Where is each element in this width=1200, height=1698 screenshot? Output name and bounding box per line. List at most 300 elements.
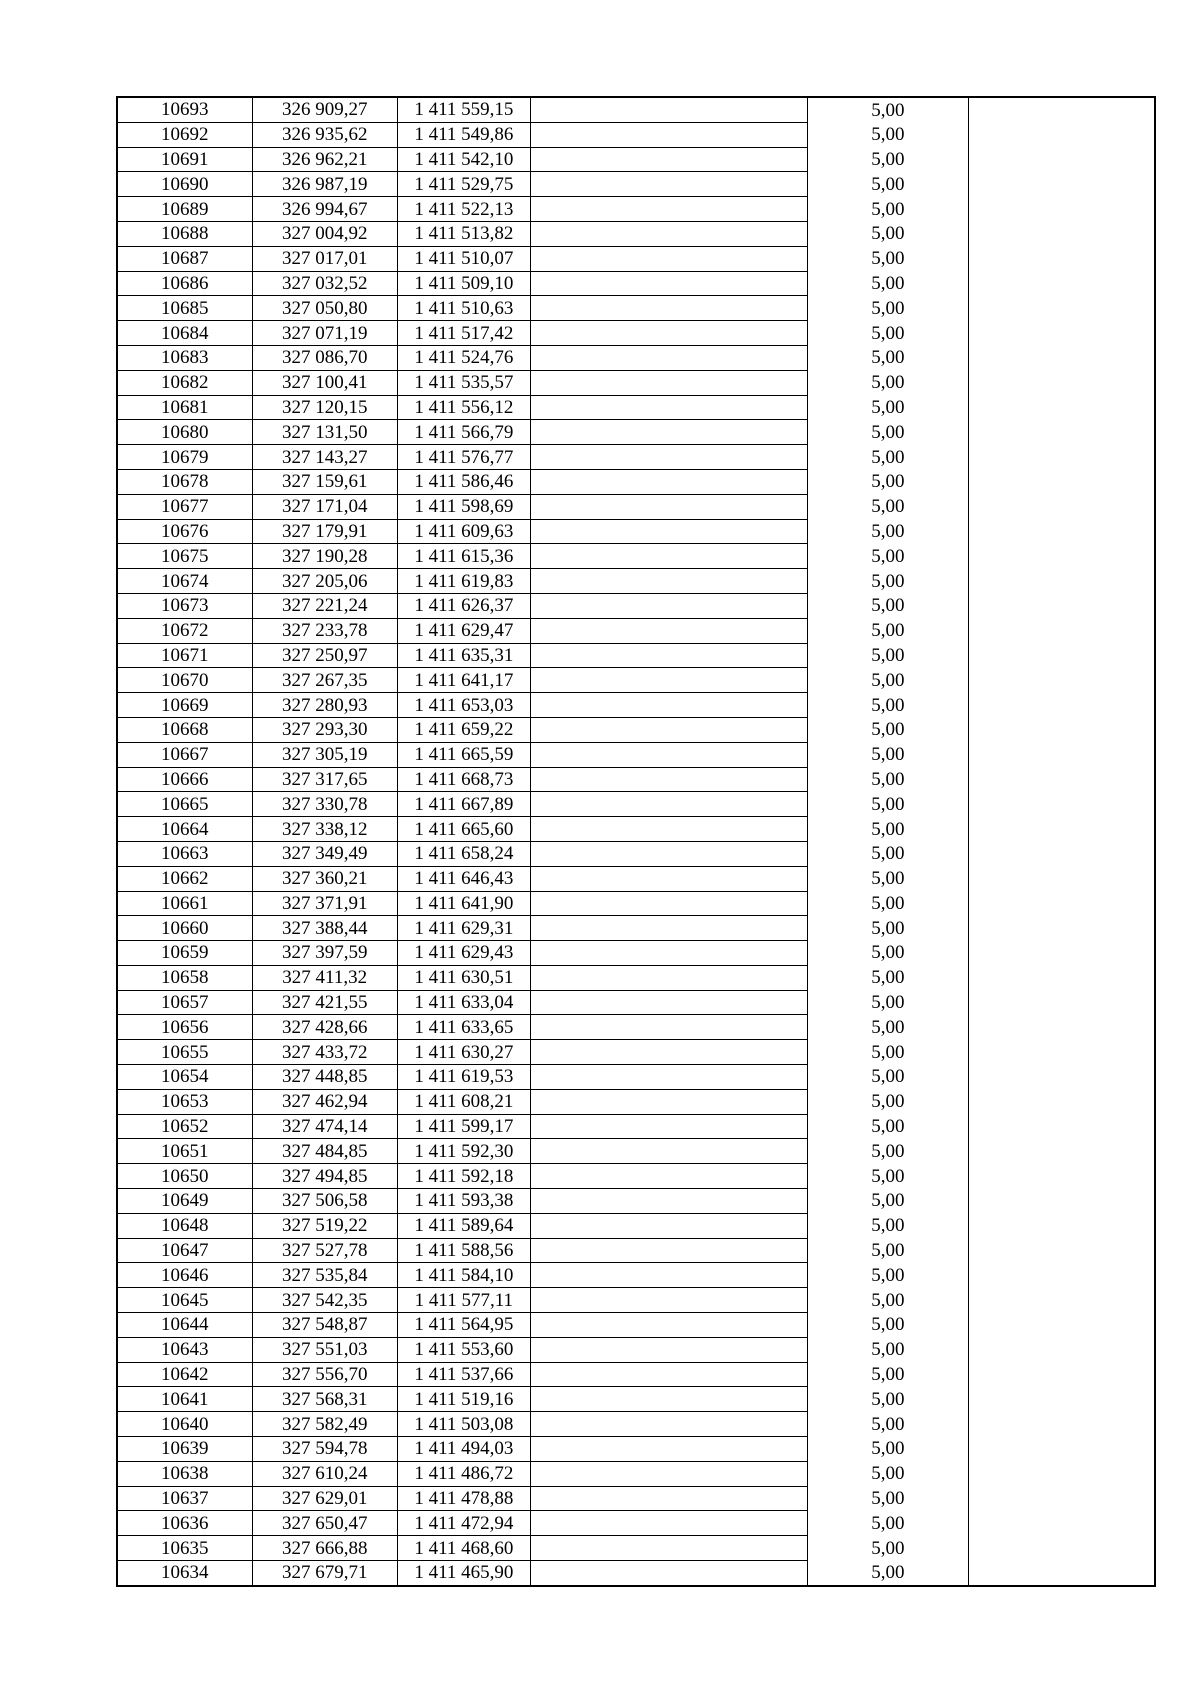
coordinates-table-body: [117, 97, 1155, 1586]
empty-cell: [530, 147, 807, 172]
point-number-cell: 10660: [117, 916, 252, 941]
table-row: [117, 1511, 1155, 1536]
empty-cell: [968, 271, 1155, 296]
empty-cell: [968, 296, 1155, 321]
value-cell: 5,00: [808, 519, 968, 544]
empty-cell: [968, 494, 1155, 519]
value-cell: 5,00: [808, 420, 968, 445]
y-coordinate-cell: 1 411 665,59: [397, 742, 530, 767]
table-row: [117, 593, 1155, 618]
empty-cell: [530, 1511, 807, 1536]
y-coordinate-cell: 1 411 646,43: [397, 866, 530, 891]
x-coordinate-cell: 327 506,58: [252, 1189, 397, 1214]
value-cell: 5,00: [808, 593, 968, 618]
value-cell: 5,00: [808, 1263, 968, 1288]
x-coordinate-cell: 326 987,19: [252, 172, 397, 197]
value-cell: 5,00: [808, 469, 968, 494]
empty-cell: [968, 742, 1155, 767]
empty-cell: [968, 841, 1155, 866]
x-coordinate-cell: 327 131,50: [252, 420, 397, 445]
x-coordinate-cell: 327 542,35: [252, 1288, 397, 1313]
table-row: [117, 395, 1155, 420]
y-coordinate-cell: 1 411 665,60: [397, 817, 530, 842]
empty-cell: [968, 1412, 1155, 1437]
empty-cell: [968, 1139, 1155, 1164]
value-cell: 5,00: [808, 1313, 968, 1338]
empty-cell: [968, 1511, 1155, 1536]
empty-cell: [968, 1213, 1155, 1238]
x-coordinate-cell: 327 086,70: [252, 345, 397, 370]
x-coordinate-cell: 327 221,24: [252, 593, 397, 618]
table-row: [117, 494, 1155, 519]
x-coordinate-cell: 327 233,78: [252, 618, 397, 643]
y-coordinate-cell: 1 411 635,31: [397, 643, 530, 668]
empty-cell: [530, 345, 807, 370]
value-cell: 5,00: [808, 494, 968, 519]
empty-cell: [968, 866, 1155, 891]
x-coordinate-cell: 327 120,15: [252, 395, 397, 420]
point-number-cell: 10639: [117, 1437, 252, 1462]
value-cell: 5,00: [808, 1511, 968, 1536]
empty-cell: [530, 891, 807, 916]
value-cell: 5,00: [808, 246, 968, 271]
point-number-cell: 10640: [117, 1412, 252, 1437]
empty-cell: [530, 197, 807, 222]
table-row: [117, 569, 1155, 594]
x-coordinate-cell: 327 433,72: [252, 1040, 397, 1065]
value-cell: 5,00: [808, 1164, 968, 1189]
empty-cell: [530, 1412, 807, 1437]
empty-cell: [968, 221, 1155, 246]
x-coordinate-cell: 327 582,49: [252, 1412, 397, 1437]
value-cell: 5,00: [808, 445, 968, 470]
point-number-cell: 10687: [117, 246, 252, 271]
point-number-cell: 10657: [117, 990, 252, 1015]
x-coordinate-cell: 327 032,52: [252, 271, 397, 296]
value-cell: 5,00: [808, 147, 968, 172]
y-coordinate-cell: 1 411 630,27: [397, 1040, 530, 1065]
x-coordinate-cell: 327 519,22: [252, 1213, 397, 1238]
value-cell: 5,00: [808, 1114, 968, 1139]
point-number-cell: 10673: [117, 593, 252, 618]
x-coordinate-cell: 327 004,92: [252, 221, 397, 246]
empty-cell: [968, 1337, 1155, 1362]
x-coordinate-cell: 327 250,97: [252, 643, 397, 668]
table-row: [117, 1437, 1155, 1462]
point-number-cell: 10641: [117, 1387, 252, 1412]
empty-cell: [968, 693, 1155, 718]
table-row: [117, 965, 1155, 990]
empty-cell: [968, 717, 1155, 742]
point-number-cell: 10669: [117, 693, 252, 718]
empty-cell: [968, 321, 1155, 346]
empty-cell: [530, 1536, 807, 1561]
table-row: [117, 1238, 1155, 1263]
value-cell: 5,00: [808, 221, 968, 246]
x-coordinate-cell: 327 556,70: [252, 1362, 397, 1387]
empty-cell: [968, 668, 1155, 693]
value-cell: 5,00: [808, 1040, 968, 1065]
value-cell: 5,00: [808, 965, 968, 990]
point-number-cell: 10647: [117, 1238, 252, 1263]
x-coordinate-cell: 327 159,61: [252, 469, 397, 494]
y-coordinate-cell: 1 411 668,73: [397, 767, 530, 792]
x-coordinate-cell: 327 610,24: [252, 1461, 397, 1486]
y-coordinate-cell: 1 411 553,60: [397, 1337, 530, 1362]
value-cell: 5,00: [808, 717, 968, 742]
empty-cell: [530, 1065, 807, 1090]
table-row: [117, 147, 1155, 172]
value-cell: 5,00: [808, 891, 968, 916]
x-coordinate-cell: 327 679,71: [252, 1561, 397, 1586]
point-number-cell: 10637: [117, 1486, 252, 1511]
empty-cell: [530, 246, 807, 271]
point-number-cell: 10653: [117, 1089, 252, 1114]
empty-cell: [530, 1213, 807, 1238]
point-number-cell: 10642: [117, 1362, 252, 1387]
y-coordinate-cell: 1 411 522,13: [397, 197, 530, 222]
empty-cell: [968, 370, 1155, 395]
value-cell: 5,00: [808, 345, 968, 370]
y-coordinate-cell: 1 411 486,72: [397, 1461, 530, 1486]
empty-cell: [968, 1561, 1155, 1586]
empty-cell: [968, 445, 1155, 470]
empty-cell: [968, 1486, 1155, 1511]
y-coordinate-cell: 1 411 653,03: [397, 693, 530, 718]
table-row: [117, 1189, 1155, 1214]
empty-cell: [530, 1288, 807, 1313]
value-cell: 5,00: [808, 271, 968, 296]
y-coordinate-cell: 1 411 478,88: [397, 1486, 530, 1511]
empty-cell: [968, 1437, 1155, 1462]
empty-cell: [530, 271, 807, 296]
y-coordinate-cell: 1 411 503,08: [397, 1412, 530, 1437]
point-number-cell: 10643: [117, 1337, 252, 1362]
empty-cell: [530, 1114, 807, 1139]
value-cell: 5,00: [808, 370, 968, 395]
value-cell: 5,00: [808, 941, 968, 966]
y-coordinate-cell: 1 411 517,42: [397, 321, 530, 346]
empty-cell: [968, 643, 1155, 668]
x-coordinate-cell: 326 962,21: [252, 147, 397, 172]
point-number-cell: 10674: [117, 569, 252, 594]
point-number-cell: 10667: [117, 742, 252, 767]
empty-cell: [530, 172, 807, 197]
point-number-cell: 10645: [117, 1288, 252, 1313]
y-coordinate-cell: 1 411 608,21: [397, 1089, 530, 1114]
x-coordinate-cell: 327 428,66: [252, 1015, 397, 1040]
y-coordinate-cell: 1 411 667,89: [397, 792, 530, 817]
y-coordinate-cell: 1 411 659,22: [397, 717, 530, 742]
value-cell: 5,00: [808, 197, 968, 222]
value-cell: 5,00: [808, 1561, 968, 1586]
point-number-cell: 10646: [117, 1263, 252, 1288]
y-coordinate-cell: 1 411 598,69: [397, 494, 530, 519]
empty-cell: [530, 717, 807, 742]
y-coordinate-cell: 1 411 510,07: [397, 246, 530, 271]
empty-cell: [530, 593, 807, 618]
x-coordinate-cell: 327 330,78: [252, 792, 397, 817]
y-coordinate-cell: 1 411 564,95: [397, 1313, 530, 1338]
y-coordinate-cell: 1 411 535,57: [397, 370, 530, 395]
empty-cell: [968, 469, 1155, 494]
table-row: [117, 1461, 1155, 1486]
point-number-cell: 10691: [117, 147, 252, 172]
empty-cell: [530, 1387, 807, 1412]
x-coordinate-cell: 327 293,30: [252, 717, 397, 742]
value-cell: 5,00: [808, 296, 968, 321]
empty-cell: [968, 569, 1155, 594]
x-coordinate-cell: 327 474,14: [252, 1114, 397, 1139]
empty-cell: [530, 1015, 807, 1040]
table-row: [117, 296, 1155, 321]
point-number-cell: 10686: [117, 271, 252, 296]
x-coordinate-cell: 327 527,78: [252, 1238, 397, 1263]
table-row: [117, 1040, 1155, 1065]
y-coordinate-cell: 1 411 513,82: [397, 221, 530, 246]
table-row: [117, 1362, 1155, 1387]
y-coordinate-cell: 1 411 577,11: [397, 1288, 530, 1313]
empty-cell: [968, 1089, 1155, 1114]
point-number-cell: 10690: [117, 172, 252, 197]
empty-cell: [530, 469, 807, 494]
empty-cell: [968, 1015, 1155, 1040]
value-cell: 5,00: [808, 122, 968, 147]
y-coordinate-cell: 1 411 619,83: [397, 569, 530, 594]
table-row: [117, 445, 1155, 470]
point-number-cell: 10635: [117, 1536, 252, 1561]
value-cell: 5,00: [808, 1387, 968, 1412]
value-cell: 5,00: [808, 841, 968, 866]
empty-cell: [530, 519, 807, 544]
empty-cell: [968, 1065, 1155, 1090]
point-number-cell: 10678: [117, 469, 252, 494]
table-row: [117, 469, 1155, 494]
point-number-cell: 10676: [117, 519, 252, 544]
y-coordinate-cell: 1 411 584,10: [397, 1263, 530, 1288]
point-number-cell: 10656: [117, 1015, 252, 1040]
x-coordinate-cell: 327 267,35: [252, 668, 397, 693]
empty-cell: [530, 990, 807, 1015]
x-coordinate-cell: 327 421,55: [252, 990, 397, 1015]
x-coordinate-cell: 327 568,31: [252, 1387, 397, 1412]
empty-cell: [530, 965, 807, 990]
value-cell: 5,00: [808, 1412, 968, 1437]
x-coordinate-cell: 327 411,32: [252, 965, 397, 990]
value-cell: 5,00: [808, 321, 968, 346]
table-row: [117, 990, 1155, 1015]
y-coordinate-cell: 1 411 566,79: [397, 420, 530, 445]
empty-cell: [968, 618, 1155, 643]
table-row: [117, 1065, 1155, 1090]
empty-cell: [530, 1139, 807, 1164]
x-coordinate-cell: 327 171,04: [252, 494, 397, 519]
point-number-cell: 10644: [117, 1313, 252, 1338]
table-row: [117, 668, 1155, 693]
table-row: [117, 1114, 1155, 1139]
empty-cell: [968, 817, 1155, 842]
empty-cell: [968, 792, 1155, 817]
empty-cell: [530, 221, 807, 246]
x-coordinate-cell: 327 494,85: [252, 1164, 397, 1189]
empty-cell: [968, 1114, 1155, 1139]
empty-cell: [530, 618, 807, 643]
point-number-cell: 10649: [117, 1189, 252, 1214]
y-coordinate-cell: 1 411 615,36: [397, 544, 530, 569]
y-coordinate-cell: 1 411 529,75: [397, 172, 530, 197]
table-row: [117, 1015, 1155, 1040]
y-coordinate-cell: 1 411 629,47: [397, 618, 530, 643]
y-coordinate-cell: 1 411 510,63: [397, 296, 530, 321]
table-row: [117, 717, 1155, 742]
y-coordinate-cell: 1 411 556,12: [397, 395, 530, 420]
empty-cell: [968, 1536, 1155, 1561]
y-coordinate-cell: 1 411 641,17: [397, 668, 530, 693]
value-cell: 5,00: [808, 643, 968, 668]
y-coordinate-cell: 1 411 472,94: [397, 1511, 530, 1536]
empty-cell: [530, 742, 807, 767]
table-row: [117, 841, 1155, 866]
empty-cell: [530, 1486, 807, 1511]
table-row: [117, 1536, 1155, 1561]
table-row: [117, 817, 1155, 842]
x-coordinate-cell: 327 548,87: [252, 1313, 397, 1338]
empty-cell: [530, 1437, 807, 1462]
point-number-cell: 10654: [117, 1065, 252, 1090]
point-number-cell: 10659: [117, 941, 252, 966]
value-cell: 5,00: [808, 1337, 968, 1362]
empty-cell: [530, 97, 807, 122]
y-coordinate-cell: 1 411 593,38: [397, 1189, 530, 1214]
empty-cell: [968, 1040, 1155, 1065]
point-number-cell: 10681: [117, 395, 252, 420]
y-coordinate-cell: 1 411 494,03: [397, 1437, 530, 1462]
point-number-cell: 10634: [117, 1561, 252, 1586]
value-cell: 5,00: [808, 544, 968, 569]
empty-cell: [530, 1362, 807, 1387]
y-coordinate-cell: 1 411 629,43: [397, 941, 530, 966]
table-row: [117, 891, 1155, 916]
empty-cell: [968, 593, 1155, 618]
point-number-cell: 10671: [117, 643, 252, 668]
empty-cell: [530, 321, 807, 346]
table-row: [117, 370, 1155, 395]
value-cell: 5,00: [808, 1461, 968, 1486]
value-cell: 5,00: [808, 1065, 968, 1090]
value-cell: 5,00: [808, 1089, 968, 1114]
x-coordinate-cell: 327 071,19: [252, 321, 397, 346]
empty-cell: [530, 544, 807, 569]
empty-cell: [530, 296, 807, 321]
empty-cell: [530, 1263, 807, 1288]
empty-cell: [530, 1238, 807, 1263]
value-cell: 5,00: [808, 916, 968, 941]
empty-cell: [968, 1263, 1155, 1288]
value-cell: 5,00: [808, 1486, 968, 1511]
empty-cell: [968, 519, 1155, 544]
empty-cell: [530, 1089, 807, 1114]
y-coordinate-cell: 1 411 588,56: [397, 1238, 530, 1263]
empty-cell: [968, 147, 1155, 172]
point-number-cell: 10652: [117, 1114, 252, 1139]
point-number-cell: 10668: [117, 717, 252, 742]
point-number-cell: 10636: [117, 1511, 252, 1536]
empty-cell: [530, 122, 807, 147]
empty-cell: [968, 197, 1155, 222]
y-coordinate-cell: 1 411 619,53: [397, 1065, 530, 1090]
empty-cell: [968, 965, 1155, 990]
value-cell: 5,00: [808, 792, 968, 817]
value-cell: 5,00: [808, 1189, 968, 1214]
point-number-cell: 10675: [117, 544, 252, 569]
empty-cell: [968, 544, 1155, 569]
x-coordinate-cell: 327 280,93: [252, 693, 397, 718]
empty-cell: [968, 767, 1155, 792]
coordinates-table: [116, 96, 1156, 1587]
empty-cell: [530, 866, 807, 891]
point-number-cell: 10648: [117, 1213, 252, 1238]
point-number-cell: 10689: [117, 197, 252, 222]
empty-cell: [530, 1561, 807, 1586]
empty-cell: [530, 792, 807, 817]
x-coordinate-cell: 327 179,91: [252, 519, 397, 544]
value-cell: 5,00: [808, 1238, 968, 1263]
table-row: [117, 122, 1155, 147]
point-number-cell: 10685: [117, 296, 252, 321]
value-cell: 5,00: [808, 1015, 968, 1040]
y-coordinate-cell: 1 411 589,64: [397, 1213, 530, 1238]
point-number-cell: 10677: [117, 494, 252, 519]
y-coordinate-cell: 1 411 633,65: [397, 1015, 530, 1040]
point-number-cell: 10682: [117, 370, 252, 395]
y-coordinate-cell: 1 411 559,15: [397, 97, 530, 122]
y-coordinate-cell: 1 411 549,86: [397, 122, 530, 147]
table-row: [117, 97, 1155, 122]
table-row: [117, 1089, 1155, 1114]
value-cell: 5,00: [808, 693, 968, 718]
y-coordinate-cell: 1 411 509,10: [397, 271, 530, 296]
table-row: [117, 221, 1155, 246]
empty-cell: [530, 569, 807, 594]
x-coordinate-cell: 327 050,80: [252, 296, 397, 321]
point-number-cell: 10688: [117, 221, 252, 246]
empty-cell: [968, 1362, 1155, 1387]
x-coordinate-cell: 327 305,19: [252, 742, 397, 767]
table-row: [117, 1213, 1155, 1238]
empty-cell: [530, 1040, 807, 1065]
value-cell: 5,00: [808, 618, 968, 643]
x-coordinate-cell: 327 448,85: [252, 1065, 397, 1090]
x-coordinate-cell: 327 143,27: [252, 445, 397, 470]
empty-cell: [530, 370, 807, 395]
value-cell: 5,00: [808, 1213, 968, 1238]
x-coordinate-cell: 326 909,27: [252, 97, 397, 122]
table-row: [117, 1313, 1155, 1338]
table-row: [117, 792, 1155, 817]
x-coordinate-cell: 327 650,47: [252, 1511, 397, 1536]
table-row: [117, 1486, 1155, 1511]
table-row: [117, 544, 1155, 569]
empty-cell: [968, 97, 1155, 122]
empty-cell: [530, 1189, 807, 1214]
table-row: [117, 618, 1155, 643]
table-row: [117, 1164, 1155, 1189]
empty-cell: [530, 445, 807, 470]
point-number-cell: 10672: [117, 618, 252, 643]
x-coordinate-cell: 327 388,44: [252, 916, 397, 941]
x-coordinate-cell: 327 338,12: [252, 817, 397, 842]
table-row: [117, 1337, 1155, 1362]
